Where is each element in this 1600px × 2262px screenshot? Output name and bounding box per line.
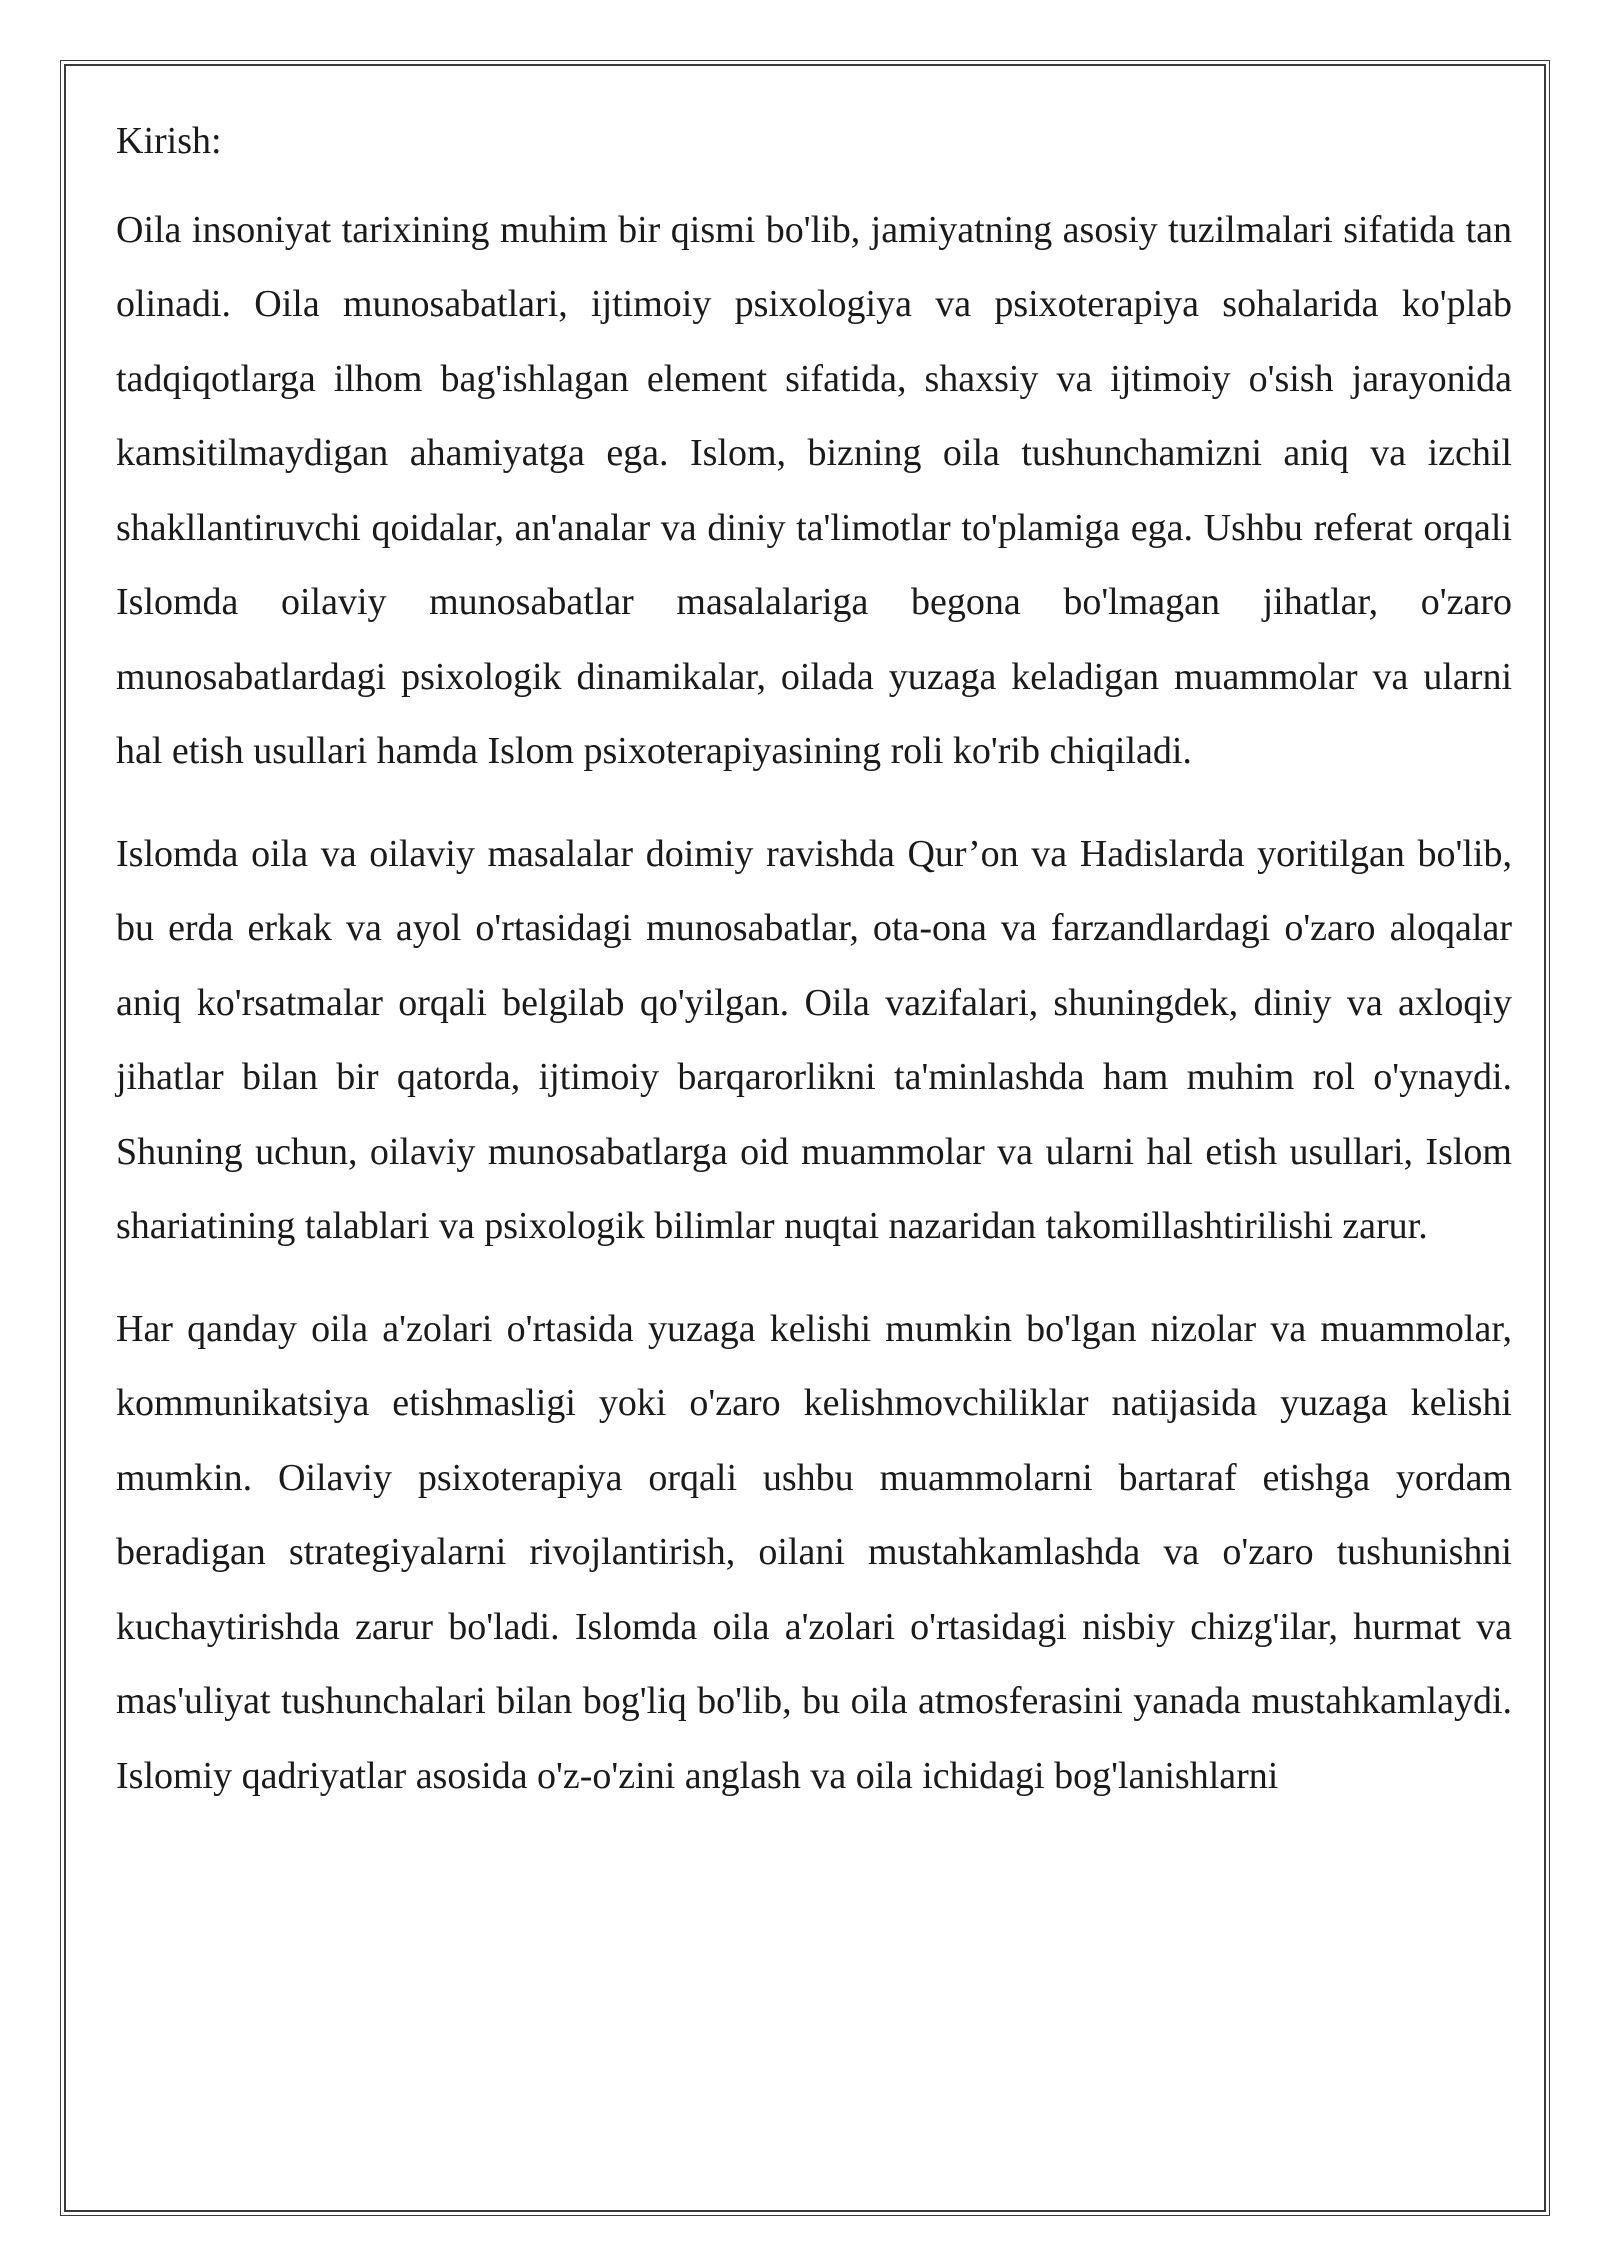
paragraph-2: Islomda oila va oilaviy masalalar doimiy ravishda Qur’on va Hadislarda yoritilgan bo'lib, bu erda erkak va ayol o'rtasidagi munosabatlar, ota-ona va farzandlardagi o'zaro aloqalar aniq ko'rsatmalar orqali belgilab qo'yilgan. Oila vazifalari, shuningdek, diniy va axloqiy jihatlar bilan bir qatorda, ijtimoiy barqarorlikni ta'minlashda ham muhim rol o'ynaydi. Shuning uchun, oilaviy munosabatlarga oid muammolar va ularni hal etish usullari, Islom shariatining talablari va psixologik bilimlar nuqtai nazaridan takomillashtirilishi zarur. [116, 832, 1512, 1247]
section-heading: Kirish: [116, 120, 222, 162]
paragraph-3: Har qanday oila a'zolari o'rtasida yuzaga kelishi mumkin bo'lgan nizolar va muammolar, kommunikatsiya etishmasligi yoki o'zaro kelishmovchiliklar natijasida yuzaga kelishi mumkin. Oilaviy psixoterapiya orqali ushbu muammolarni bartaraf etishga yordam beradigan strategiyalarni rivojlantirish, oilani mustahkamlashda va o'zaro tushunishni kuchaytirishda zarur bo'ladi. Islomda oila a'zolari o'rtasidagi nisbiy chizg'ilar, hurmat va mas'uliyat tushunchalari bilan bog'liq bo'lib, bu oila atmosferasini yanada mustahkamlaydi. Islomiy qadriyatlar asosida o'z-o'zini anglash va oila ichidagi bog'lanishlarni [116, 1307, 1512, 1797]
paragraph-1: Oila insoniyat tarixining muhim bir qismi bo'lib, jamiyatning asosiy tuzilmalari sifatida tan olinadi. Oila munosabatlari, ijtimoiy psixologiya va psixoterapiya sohalarida ko'plab tadqiqotlarga ilhom bag'ishlagan element sifatida, shaxsiy va ijtimoiy o'sish jarayonida kamsitilmaydigan ahamiyatga ega. Islom, bizning oila tushunchamizni aniq va izchil shakllantiruvchi qoidalar, an'analar va diniy ta'limotlar to'plamiga ega. Ushbu referat orqali Islomda oilaviy munosabatlar masalalariga begona bo'lmagan jihatlar, o'zaro munosabatlardagi psixologik dinamikalar, oilada yuzaga keladigan muammolar va ularni hal etish usullari hamda Islom psixoterapiyasining roli ko'rib chiqiladi. [116, 208, 1512, 772]
document-body [116, 104, 1512, 1813]
